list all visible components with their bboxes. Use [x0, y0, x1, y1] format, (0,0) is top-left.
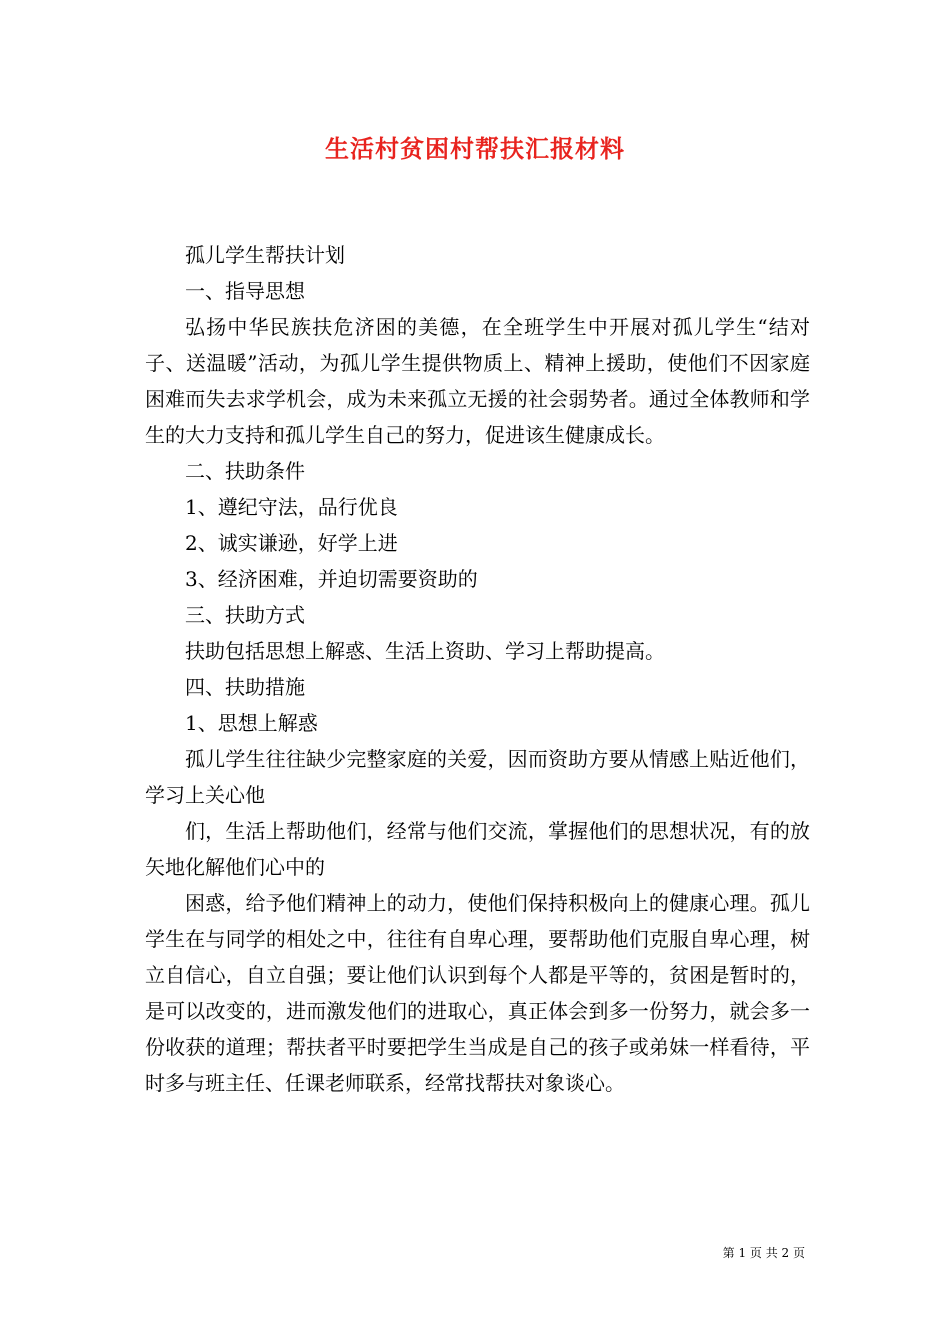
section-heading-measures: 四、扶助措施: [185, 675, 305, 699]
section-heading-conditions: 二、扶助条件: [185, 459, 305, 483]
document-body: [145, 237, 810, 1101]
document-title: 生活村贫困村帮扶汇报材料: [325, 134, 625, 163]
section-heading-guiding-thought: 一、指导思想: [185, 279, 305, 303]
subsection-heading-mind: 1、思想上解惑: [185, 711, 318, 735]
paragraph-plan-heading: 孤儿学生帮扶计划: [185, 243, 345, 267]
list-item-condition-2: 2、诚实谦逊，好学上进: [185, 531, 398, 555]
paragraph-mind-1: 孤儿学生往往缺少完整家庭的关爱，因而资助方要从情感上贴近他们，学习上关心他: [145, 747, 810, 807]
paragraph-guiding-thought: 弘扬中华民族扶危济困的美德，在全班学生中开展对孤儿学生“结对子、送温暖”活动，为孤儿学生提供物质上、精神上援助，使他们不因家庭困难而失去求学机会，成为未来孤立无援的社会弱势者。通过全体教师和学生的大力支持和孤儿学生自己的努力，促进该生健康成长。: [145, 315, 810, 447]
paragraph-mind-2: 们，生活上帮助他们，经常与他们交流，掌握他们的思想状况，有的放矢地化解他们心中的: [145, 819, 810, 879]
list-item-condition-3: 3、经济困难，并迫切需要资助的: [185, 567, 478, 591]
section-heading-methods: 三、扶助方式: [185, 603, 305, 627]
list-item-condition-1: 1、遵纪守法，品行优良: [185, 495, 398, 519]
paragraph-methods: 扶助包括思想上解惑、生活上资助、学习上帮助提高。: [185, 639, 665, 663]
paragraph-mind-3: 困惑，给予他们精神上的动力，使他们保持积极向上的健康心理。孤儿学生在与同学的相处之中，往往有自卑心理，要帮助他们克服自卑心理，树立自信心，自立自强；要让他们认识到每个人都是平等的，贫困是暂时的，是可以改变的，进而激发他们的进取心，真正体会到多一份努力，就会多一份收获的道理；帮扶者平时要把学生当成是自己的孩子或弟妹一样看待，平时多与班主任、任课老师联系，经常找帮扶对象谈心。: [145, 891, 810, 1095]
page-indicator: 第 1 页 共 2 页: [722, 1246, 805, 1260]
